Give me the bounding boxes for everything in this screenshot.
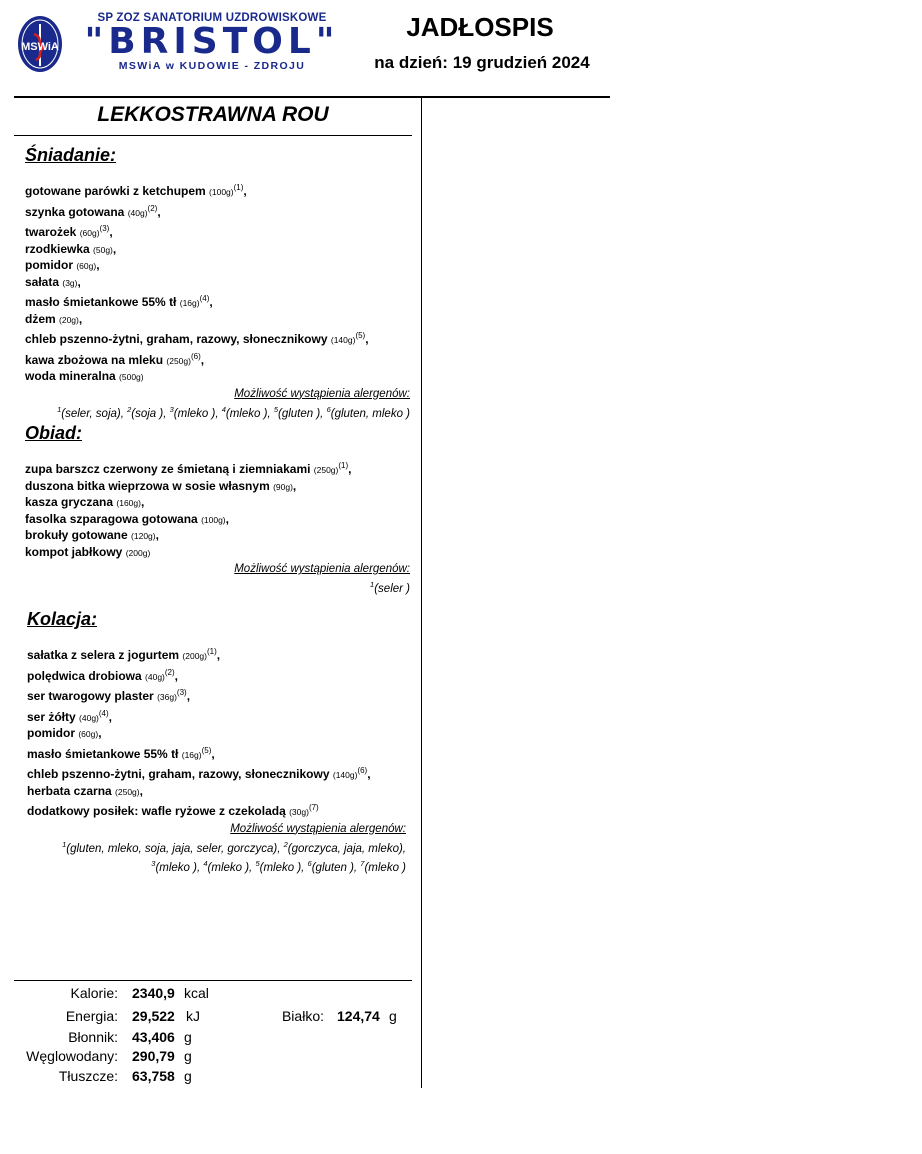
meal-item-name: herbata czarna [27, 783, 116, 798]
meal-item-quantity: (60g) [79, 228, 100, 238]
meal-item [25, 312, 410, 329]
allergen-text: (mleko ) [364, 862, 406, 875]
allergen-ref: (5) [201, 745, 212, 755]
meal-item [25, 258, 410, 275]
meal-item-name: duszona bitka wieprzowa w sosie własnym [25, 478, 270, 493]
meal-title: Obiad: [25, 423, 82, 443]
meal-item [27, 665, 412, 686]
meal-item-quantity: (90g) [273, 481, 293, 492]
allergen-number: 1 [370, 580, 375, 589]
item-separator: , [96, 258, 100, 272]
item-separator: , [216, 648, 221, 662]
meal-item-name: masło śmietankowe 55% tł [25, 295, 177, 309]
nutrition-label: Kalorie: [70, 985, 118, 1001]
meal-item-name: twarożek [25, 225, 77, 239]
allergen-number: 6 [326, 404, 331, 414]
allergen-number: 7 [360, 859, 365, 869]
allergen-ref: (6) [190, 351, 201, 361]
meal-item-quantity: (16g) [179, 298, 200, 308]
meal-item-name: woda mineralna [25, 369, 116, 383]
meal-item [25, 479, 410, 496]
allergen-number: 6 [307, 859, 312, 869]
item-separator: , [174, 668, 178, 683]
meal-item [25, 180, 410, 201]
allergen-line [25, 577, 410, 597]
meal-item-quantity: (20g) [59, 314, 79, 325]
nutrition-unit: g [184, 1068, 192, 1084]
meal-item-quantity: (16g) [181, 749, 202, 760]
sanatorium-logo [16, 14, 64, 74]
meal-item [25, 458, 410, 479]
meal-item-name: szynka gotowana [25, 204, 125, 219]
meal-section-breakfast [25, 144, 410, 421]
meal-item-quantity: (500g) [119, 372, 144, 382]
allergen-ref: (7) [308, 803, 319, 812]
meal-item [25, 275, 410, 292]
allergen-ref: (3) [176, 688, 187, 697]
meal-item [25, 495, 410, 512]
meal-item-name: fasolka szparagowa gotowana [25, 511, 198, 526]
meal-item [27, 644, 412, 665]
nutrition-divider [14, 980, 412, 981]
org-line-1: SP ZOZ SANATORIUM UZDROWISKOWE [97, 12, 327, 24]
meal-item-quantity: (40g) [127, 207, 148, 218]
allergen-number: 1 [62, 839, 67, 849]
nutrition-value: 43,406 [132, 1029, 175, 1045]
item-separator: , [155, 528, 159, 542]
allergen-ref: (2) [164, 667, 175, 677]
allergen-text: (mleko ), [225, 407, 274, 420]
meal-item-quantity: (100g) [209, 187, 234, 197]
meal-item-quantity: (250g) [115, 786, 140, 797]
nutrition-label: Energia: [65, 1008, 118, 1024]
allergen-number: 4 [221, 404, 226, 414]
meal-item-quantity: (40g) [79, 712, 99, 723]
meal-item-name: rzodkiewka [25, 241, 90, 256]
allergen-ref: (2) [147, 203, 158, 213]
org-line-3: MSWiA w KUDOWIE - ZDROJU [118, 60, 306, 72]
nutrition-value: 290,79 [132, 1048, 175, 1064]
allergen-number: 2 [283, 839, 288, 849]
allergen-line [25, 402, 410, 422]
allergen-text: (mleko ), [155, 862, 204, 875]
meal-item-quantity: (250g) [313, 465, 339, 475]
allergen-text: (mleko ), [173, 407, 222, 420]
allergen-line [27, 856, 406, 876]
meal-item-quantity: (140g) [330, 335, 356, 345]
meal-item [25, 545, 410, 562]
page-title: JADŁOSPIS [406, 12, 554, 42]
item-separator: , [367, 767, 371, 781]
item-separator: , [108, 709, 112, 724]
allergen-heading: Możliwość wystąpienia alergenów: [234, 387, 410, 400]
meal-title: Śniadanie: [25, 145, 117, 165]
meal-item [27, 706, 412, 727]
allergen-number: 5 [273, 404, 278, 414]
meal-item-name: kawa zbożowa na mleku [25, 352, 164, 367]
menu-date: na dzień: 19 grudzień 2024 [374, 53, 590, 72]
meal-title: Kolacja: [27, 609, 98, 629]
allergen-text: (gluten ), [277, 407, 327, 420]
allergen-text: (soja ), [131, 407, 170, 420]
meal-item-name: sałata [25, 274, 60, 289]
meal-item-name: polędwica drobiowa [27, 668, 142, 683]
meal-item-quantity: (250g) [166, 355, 191, 366]
allergen-number: 5 [255, 859, 260, 869]
meal-item [25, 291, 410, 312]
allergen-list [27, 837, 406, 877]
item-separator: , [292, 478, 297, 493]
item-separator: , [139, 783, 143, 798]
meal-item [25, 349, 410, 370]
diet-divider [14, 135, 412, 136]
item-separator: , [140, 495, 145, 509]
nutrition-value: 63,758 [132, 1068, 175, 1084]
allergen-list [25, 402, 410, 422]
meal-item-name: pomidor [27, 726, 75, 740]
meal-item [27, 726, 412, 743]
meal-item-name: kasza gryczana [25, 495, 117, 509]
meal-item-quantity: (200g) [125, 547, 151, 558]
nutrition-value: 124,74 [337, 1008, 380, 1024]
item-separator: , [98, 726, 102, 740]
allergen-number: 2 [127, 404, 132, 414]
meal-item-name: chleb pszenno-żytni, graham, razowy, słonecznikowy [27, 767, 330, 781]
allergen-heading: Możliwość wystąpienia alergenów: [234, 563, 410, 575]
meal-item-quantity: (50g) [93, 244, 113, 255]
allergen-ref: (1) [233, 183, 244, 192]
allergen-number: 3 [169, 404, 174, 414]
meal-item-quantity: (3g) [62, 277, 78, 288]
meal-item-quantity: (36g) [157, 692, 177, 702]
allergen-text: (gluten, mleko ) [330, 407, 410, 420]
logo-text: MSWiA [21, 41, 59, 53]
nutrition-label: Tłuszcze: [58, 1068, 118, 1084]
meal-item [25, 242, 410, 259]
allergen-text: (gluten ), [311, 862, 361, 875]
nutrition-unit: kJ [186, 1008, 200, 1024]
nutrition-unit: g [184, 1048, 192, 1064]
allergen-ref: (1) [338, 461, 349, 470]
meal-item-quantity: (60g) [78, 729, 99, 739]
meal-item [25, 328, 410, 349]
meal-item-name: gotowane parówki z ketchupem [25, 184, 206, 198]
item-separator: , [157, 204, 161, 219]
allergen-number: 1 [57, 404, 62, 414]
meal-section-lunch [25, 422, 410, 597]
header-divider [14, 96, 610, 98]
allergen-ref: (5) [355, 331, 366, 340]
meal-item-name: masło śmietankowe 55% tł [27, 746, 179, 761]
meal-item [25, 369, 410, 386]
meal-item-name: dżem [25, 311, 60, 326]
allergen-text: (mleko ), [259, 862, 308, 875]
meal-item [27, 685, 412, 706]
meal-item [27, 784, 412, 801]
item-separator: , [186, 689, 191, 703]
item-separator: , [209, 295, 213, 309]
meal-item [25, 512, 410, 529]
allergen-ref: (3) [99, 224, 110, 233]
item-separator: , [77, 274, 81, 289]
meal-item-quantity: (140g) [332, 770, 358, 780]
allergen-list [25, 577, 410, 597]
meal-items [25, 458, 410, 561]
allergen-ref: (4) [199, 294, 210, 303]
meal-item-quantity: (30g) [289, 807, 309, 817]
nutrition-value: 2340,9 [132, 985, 175, 1001]
allergen-text: (gorczyca, jaja, mleko), [287, 842, 406, 855]
allergen-text: (gluten, mleko, soja, jaja, seler, gorczyca), [66, 842, 284, 855]
nutrition-unit: g [389, 1008, 397, 1024]
meal-item [25, 528, 410, 545]
item-separator: , [200, 352, 205, 367]
allergen-number: 3 [151, 859, 156, 869]
item-separator: , [243, 184, 247, 198]
meal-item [25, 201, 410, 222]
item-separator: , [365, 332, 369, 346]
nutrition-unit: g [184, 1029, 192, 1045]
diet-name: LEKKOSTRAWNA ROU [97, 103, 329, 126]
allergen-text: (seler ) [374, 582, 410, 595]
meal-item-quantity: (40g) [145, 671, 165, 682]
meal-items [25, 180, 410, 386]
meal-item-name: sałatka z selera z jogurtem [27, 648, 180, 662]
meal-item-name: ser twarogowy plaster [27, 689, 154, 703]
allergen-text: (seler, soja), [61, 407, 128, 420]
allergen-ref: (6) [357, 766, 368, 775]
item-separator: , [348, 462, 352, 476]
meal-item-quantity: (60g) [76, 261, 97, 271]
nutrition-unit: kcal [184, 985, 209, 1001]
meal-item-name: kompot jabłkowy [25, 544, 123, 559]
nutrition-label: Węglowodany: [26, 1048, 118, 1064]
meal-item-quantity: (120g) [131, 531, 156, 541]
item-separator: , [225, 511, 229, 526]
brand-name: "BRISTOL" [84, 21, 340, 62]
item-separator: , [112, 241, 117, 256]
allergen-line [27, 837, 406, 857]
allergen-text: (mleko ), [207, 862, 256, 875]
nutrition-label: Błonnik: [68, 1029, 118, 1045]
meal-section-dinner [27, 608, 412, 876]
item-separator: , [109, 225, 113, 239]
allergen-ref: (4) [98, 708, 109, 718]
meal-item-name: pomidor [25, 258, 73, 272]
nutrition-value: 29,522 [132, 1008, 175, 1024]
allergen-heading: Możliwość wystąpienia alergenów: [230, 822, 406, 835]
allergen-ref: (1) [207, 647, 217, 656]
nutrition-label: Białko: [281, 1008, 324, 1024]
item-separator: , [78, 311, 83, 326]
meal-item-quantity: (160g) [116, 498, 141, 508]
meal-item-name: dodatkowy posiłek: wafle ryżowe z czekoladą [27, 804, 286, 818]
meal-item [27, 743, 412, 764]
meal-items [27, 644, 412, 821]
meal-item [27, 800, 412, 821]
meal-item-name: chleb pszenno-żytni, graham, razowy, słonecznikowy [25, 332, 328, 346]
meal-item-name: zupa barszcz czerwony ze śmietaną i ziemniakami [25, 462, 311, 476]
meal-item [27, 763, 412, 784]
meal-item-quantity: (200g) [182, 651, 207, 661]
meal-item-name: ser żółty [27, 709, 80, 724]
meal-item [25, 221, 410, 242]
meal-item-quantity: (100g) [201, 514, 226, 525]
item-separator: , [211, 746, 215, 761]
column-divider [421, 98, 422, 1088]
meal-item-name: brokuły gotowane [25, 528, 128, 542]
allergen-number: 4 [203, 859, 208, 869]
